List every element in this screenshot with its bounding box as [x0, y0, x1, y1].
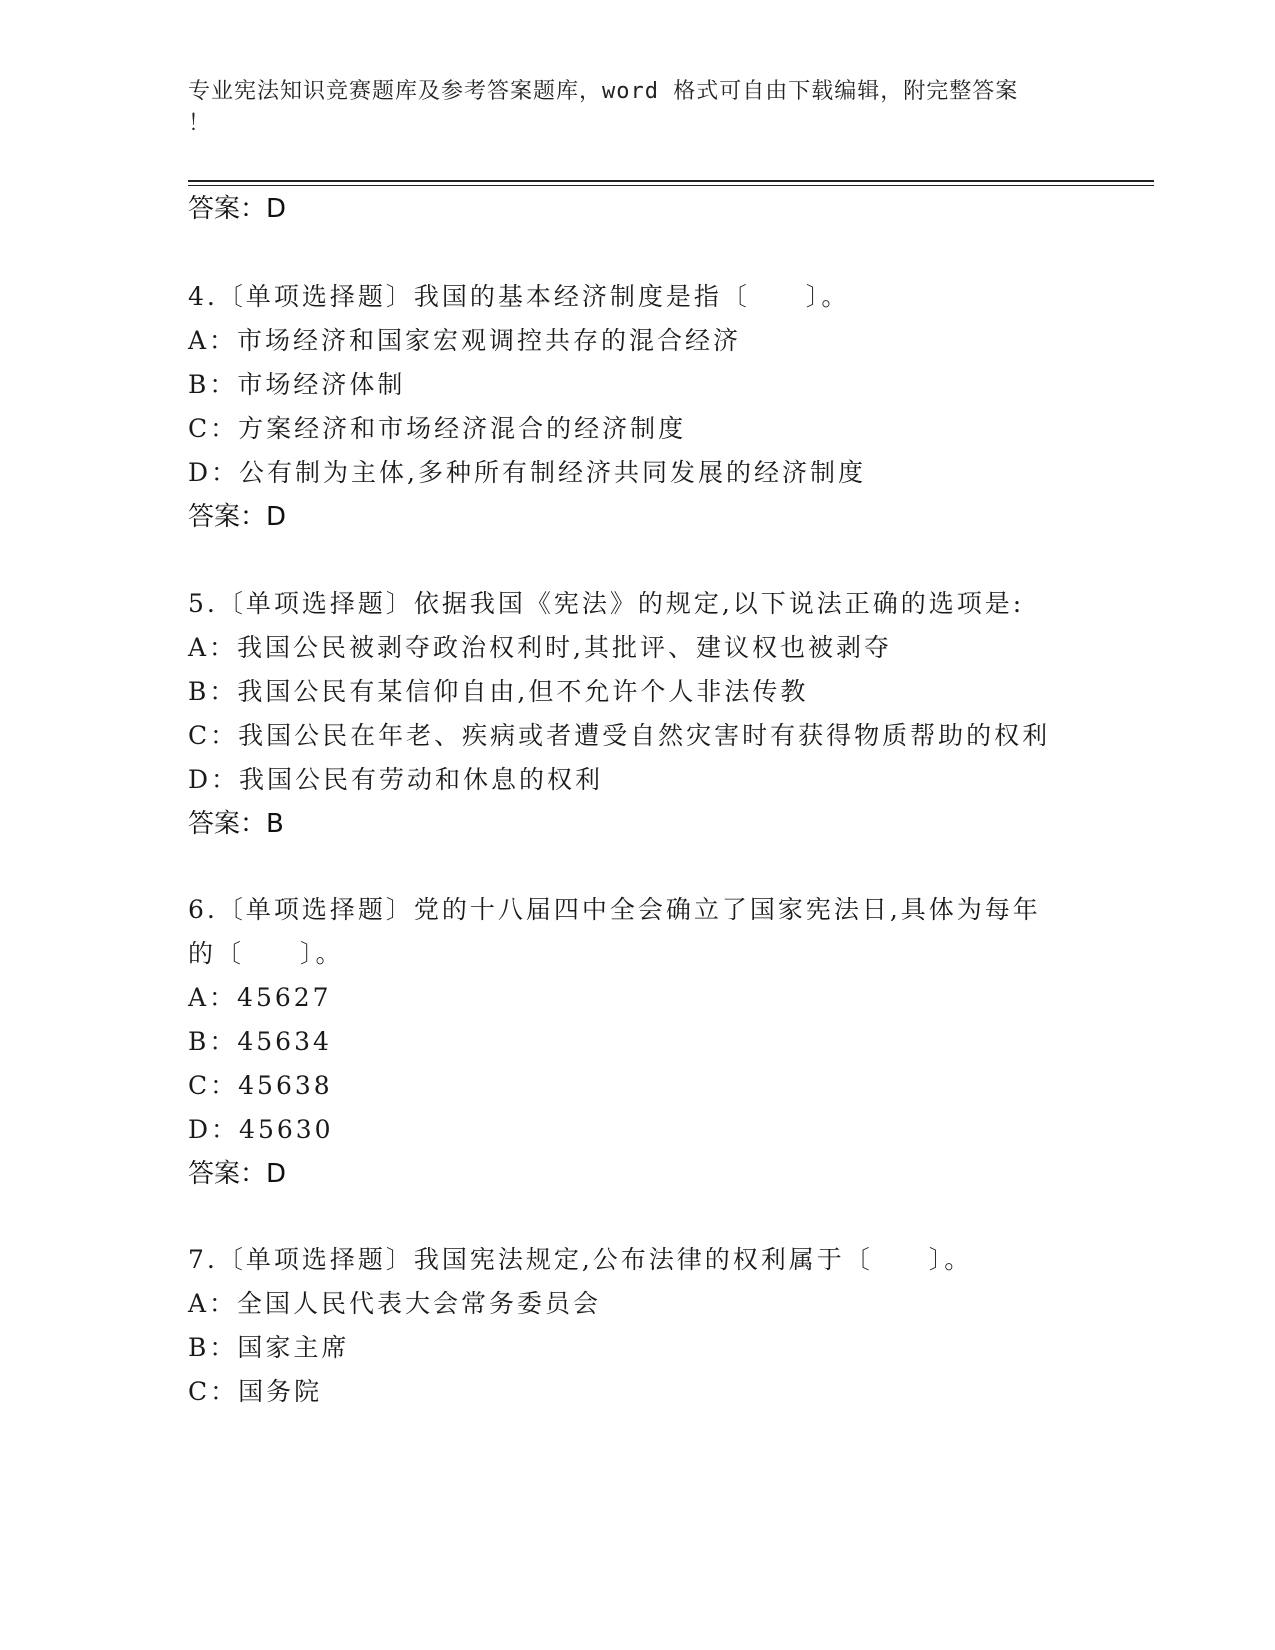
- question-7-option-c: C：国务院: [188, 1377, 323, 1406]
- question-4-option-d: D：公有制为主体,多种所有制经济共同发展的经济制度: [188, 458, 866, 487]
- question-6-option-c: C：45638: [188, 1071, 333, 1100]
- question-5-option-b: B：我国公民有某信仰自由,但不允许个人非法传教: [188, 677, 809, 706]
- question-6-stem-line-2: 的〔 〕。: [188, 939, 344, 968]
- answer-q3: 答案：D: [188, 194, 287, 224]
- question-5-stem: 5.〔单项选择题〕依据我国《宪法》的规定,以下说法正确的选项是:: [188, 589, 1025, 618]
- question-4-stem: 4.〔单项选择题〕我国的基本经济制度是指〔 〕。: [188, 282, 850, 311]
- question-7-option-a: A：全国人民代表大会常务委员会: [188, 1289, 602, 1318]
- header-divider-thick: [188, 180, 1154, 182]
- question-6-option-b: B：45634: [188, 1027, 332, 1056]
- question-5-option-d: D：我国公民有劳动和休息的权利: [188, 765, 604, 794]
- answer-q5: 答案：B: [188, 809, 284, 839]
- question-7-option-b: B：国家主席: [188, 1333, 350, 1362]
- question-6-option-a: A：45627: [188, 983, 332, 1012]
- question-4-option-b: B：市场经济体制: [188, 370, 406, 399]
- question-5-option-a: A：我国公民被剥夺政治权利时,其批评、建议权也被剥夺: [188, 633, 893, 662]
- question-7-stem: 7.〔单项选择题〕我国宪法规定,公布法律的权利属于〔 〕。: [188, 1245, 973, 1274]
- question-6-option-d: D：45630: [188, 1115, 334, 1144]
- question-4-option-a: A：市场经济和国家宏观调控共存的混合经济: [188, 326, 742, 355]
- header-line-2: ！: [188, 111, 212, 136]
- answer-q4: 答案：D: [188, 502, 287, 532]
- header-line-1: 专业宪法知识竞赛题库及参考答案题库，word 格式可自由下载编辑，附完整答案: [188, 79, 1019, 104]
- question-5-option-c: C：我国公民在年老、疾病或者遭受自然灾害时有获得物质帮助的权利: [188, 721, 1051, 750]
- page-header: [188, 76, 1088, 140]
- question-4-option-c: C：方案经济和市场经济混合的经济制度: [188, 414, 687, 443]
- answer-q6: 答案：D: [188, 1159, 287, 1189]
- question-6-stem-line-1: 6.〔单项选择题〕党的十八届四中全会确立了国家宪法日,具体为每年: [188, 895, 1041, 924]
- header-divider-thin: [188, 185, 1154, 186]
